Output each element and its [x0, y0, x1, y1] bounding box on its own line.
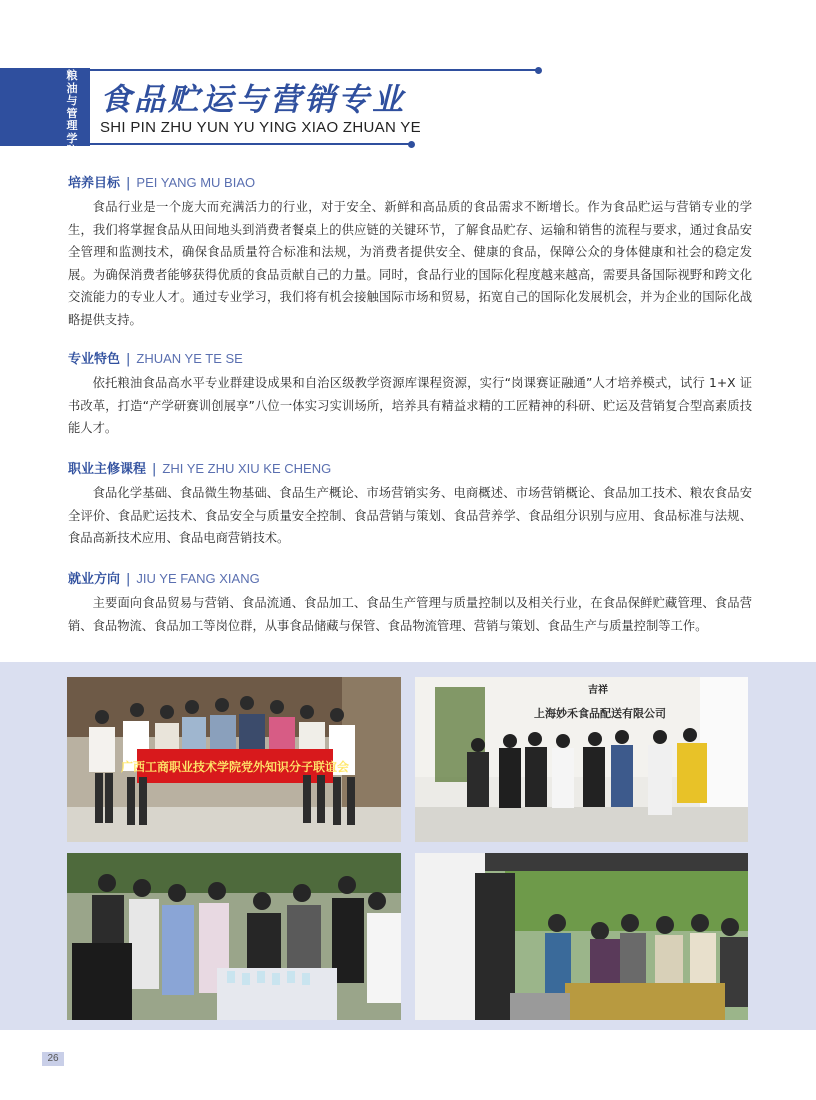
sign-company: 上海妙禾食品配送有限公司: [534, 707, 666, 720]
page-title: 食品贮运与营销专业: [100, 82, 406, 118]
photo-company-visit-image: [415, 677, 748, 842]
photo-company-visit: [415, 677, 748, 842]
section-heading-pinyin: ZHUAN YE TE SE: [136, 351, 243, 366]
section-body: 依托粮油食品高水平专业群建设成果和自治区级教学资源库课程资源，实行“岗课赛证融通”人才培养模式，试行 1+X 证书改革，打造“产学研赛训创展享”八位一体实习实训场所，培养具有精益求精的工匠精神的科研、贮运及营销复合型高素质技能人才。: [68, 376, 752, 436]
section-body: 食品化学基础、食品微生物基础、食品生产概论、市场营销实务、电商概述、市场营销概论、食品加工技术、粮农食品安全评价、食品贮运技术、食品安全与质量安全控制、食品营销与策划、食品营养学、食品组分识别与应用、食品标准与法规、食品高新技术应用、食品电商营销技术。: [68, 486, 752, 546]
section-heading-zh: 专业特色: [68, 352, 121, 367]
section-body: 食品行业是一个庞大而充满活力的行业，对于安全、新鲜和高品质的食品需求不断增长。作为食品贮运与营销专业的学生，我们将掌握食品从田间地头到消费者餐桌上的供应链的关键环节，了解食品贮存、运输和销售的流程与要求，通过食品安全管理和监测技术，确保食品质量符合标准和法规，为消费者提供安全、健康的食品，保障公众的身体健康和社会的稳定发展。为确保消费者能够获得优质的食品贡献自己的力量。同时，食品行业的国际化程度越来越高，需要具备国际视野和跨文化交流能力的专业人才。通过专业学习，我们将有机会接触国际市场和贸易，拓宽自己的国际化发展机会，并为企业的国际化战略提供支持。: [68, 200, 752, 327]
title-rule-dot-bottom: [408, 141, 415, 148]
heading-divider: |: [126, 352, 131, 367]
section-heading: [68, 350, 752, 369]
section-employment: [68, 570, 752, 637]
title-rule-top: [90, 69, 538, 71]
page-title-pinyin: SHI PIN ZHU YUN YU YING XIAO ZHUAN YE: [100, 119, 421, 136]
title-rule-dot-top: [535, 67, 542, 74]
photo-group-banner: [67, 677, 401, 842]
title-rule-bottom: [90, 143, 412, 145]
section-heading: [68, 570, 752, 589]
college-label: 粮油与管理学院: [66, 69, 78, 157]
heading-divider: |: [126, 572, 131, 587]
section-body: 主要面向食品贸易与营销、食品流通、食品加工、食品生产管理与质量控制以及相关行业，在食品保鲜贮藏管理、食品营销、食品物流、食品加工等岗位群，从事食品储藏与保管、食品物流管理、营销与策划、食品生产与质量控制等工作。: [68, 596, 752, 633]
section-heading-zh: 培养目标: [68, 176, 121, 191]
section-major-features: [68, 350, 752, 440]
heading-divider: |: [152, 462, 157, 477]
section-heading-zh: 职业主修课程: [68, 462, 147, 477]
banner-text: 广西工商职业技术学院党外知识分子联谊会: [120, 760, 350, 774]
photo-group-banner-image: [67, 677, 401, 842]
sign-brand: 吉祥: [588, 685, 608, 696]
section-heading-zh: 就业方向: [68, 572, 121, 587]
section-heading-pinyin: JIU YE FANG XIANG: [136, 571, 260, 586]
section-heading: [68, 460, 752, 479]
page-number: 26: [42, 1052, 64, 1066]
photo-tasting-event: [67, 853, 401, 1020]
section-heading-pinyin: ZHI YE ZHU XIU KE CHENG: [162, 461, 332, 476]
photo-cooking-event: [415, 853, 748, 1020]
photo-cooking-event-image: [415, 853, 748, 1020]
heading-divider: |: [126, 176, 131, 191]
section-training-goal: [68, 174, 752, 332]
section-core-courses: [68, 460, 752, 550]
section-heading-pinyin: PEI YANG MU BIAO: [136, 175, 256, 190]
section-heading: [68, 174, 752, 193]
photo-tasting-event-image: [67, 853, 401, 1020]
